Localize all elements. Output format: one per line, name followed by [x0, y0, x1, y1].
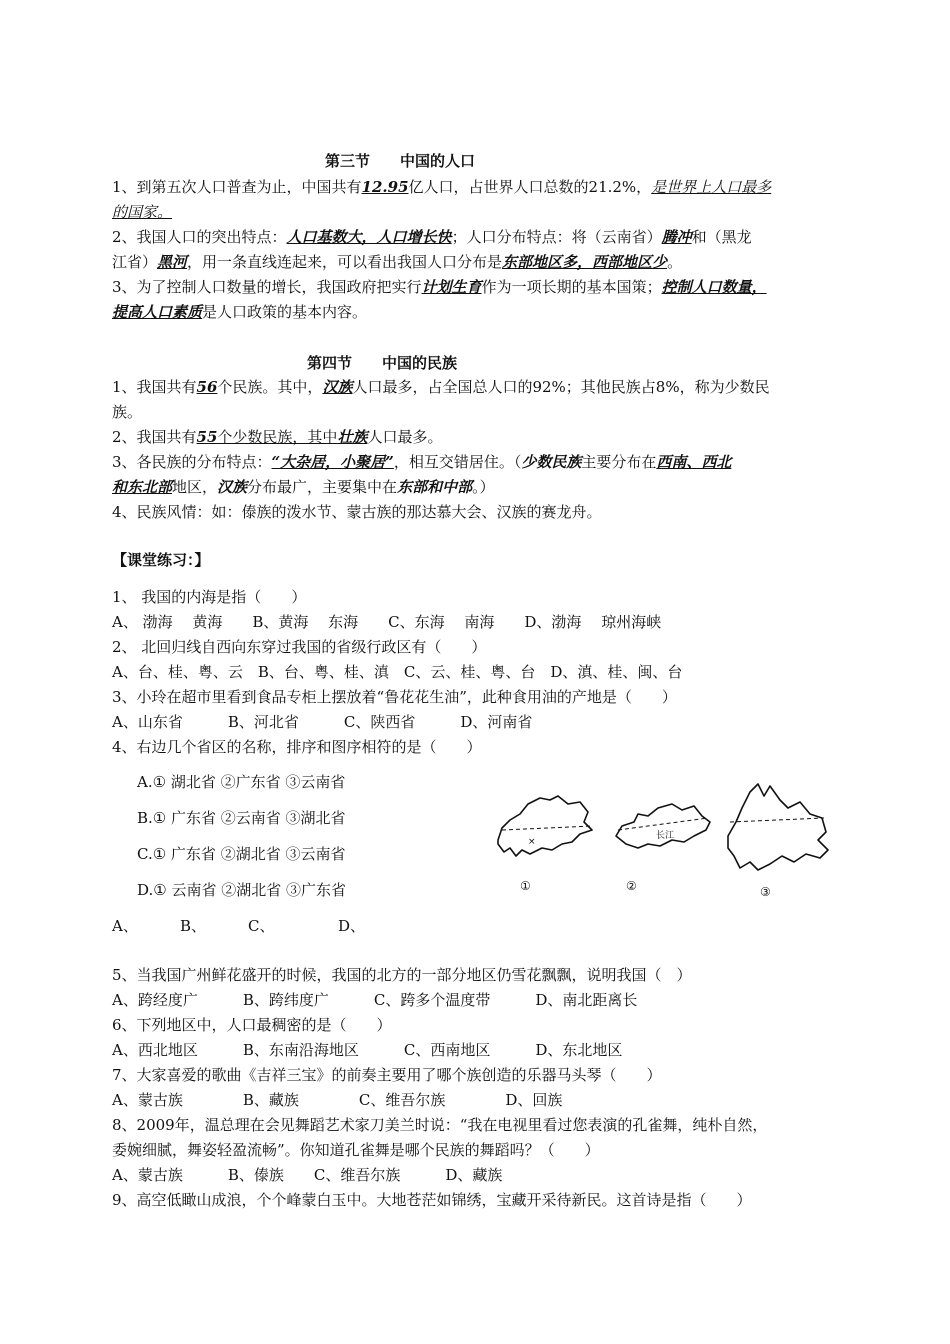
map-1-outline	[498, 796, 592, 856]
s4-p1	[112, 377, 770, 397]
answer: “大杂居，小聚居”	[271, 453, 394, 471]
s3-p1-cont	[112, 202, 172, 222]
text: ；人口分布特点：将（云南省）	[451, 228, 662, 246]
q5: 5、当我国广州鲜花盛开的时候，我国的北方的一部分地区仍雪花飘飘，说明我国（ ）	[112, 966, 692, 984]
answer-b: B、	[180, 917, 207, 935]
q4-option-c: C.① 广东省 ②湖北省 ③云南省	[137, 845, 346, 863]
text: ，相互交错居住。（	[393, 453, 522, 471]
text: 个民族。其中，	[217, 378, 323, 396]
q1-options: A、 渤海 黄海 B、黄海 东海 C、东海 南海 D、渤海 琼州海峡	[112, 613, 662, 631]
map-3-number: ③	[760, 885, 771, 899]
text: 3、为了控制人口数量的增长，我国政府把实行	[112, 278, 422, 296]
q9: 9、高空低瞰山成浪，个个峰蒙白玉中。大地苍茫如锦绣，宝藏开采待新民。这首诗是指（ ）	[112, 1191, 752, 1209]
answer: 少数民族	[521, 453, 582, 471]
answer: 提高人口素质	[112, 303, 203, 321]
q1: 1、 我国的内海是指（ ）	[112, 588, 307, 606]
text: 3、各民族的分布特点：	[112, 453, 272, 471]
q4-answer-row	[112, 916, 365, 936]
answer-d: D、	[338, 917, 366, 935]
answer: 汉族	[322, 378, 353, 396]
q2-options: A、台、桂、粤、云 B、台、粤、桂、滇 C、云、桂、粤、台 D、滇、桂、闽、台	[112, 663, 683, 681]
q8-cont: 委婉细腻，舞姿轻盈流畅”。你知道孔雀舞是哪个民族的舞蹈吗？（ ）	[112, 1141, 600, 1159]
text: 江省）	[112, 253, 158, 271]
answer-c: C、	[248, 917, 275, 935]
q8: 8、2009年，温总理在会见舞蹈艺术家刀美兰时说：“我在电视里看过您表演的孔雀舞，纯朴自然，	[112, 1116, 768, 1134]
s4-p3	[112, 452, 731, 472]
answer: 汉族	[217, 478, 248, 496]
map-1-mark: ×	[528, 837, 536, 847]
text: ，用一条直线连起来，可以看出我国人口分布是	[187, 253, 503, 271]
s3-p3	[112, 277, 767, 297]
answer: 西南、西北	[656, 453, 732, 471]
answer: 是世界上人口最多	[651, 178, 772, 196]
text: 2、我国共有	[112, 428, 197, 446]
answer: 黑河	[157, 253, 188, 271]
answer: 的国家。	[112, 203, 173, 221]
answer: 人口基数大，人口增长快	[286, 228, 452, 246]
answer: 腾冲	[661, 228, 692, 246]
s3-p2	[112, 227, 752, 247]
text: 亿人口，占世界人口总数的21.2%，	[408, 178, 652, 196]
text: 作为一项长期的基本国策；	[481, 278, 662, 296]
q2: 2、 北回归线自西向东穿过我国的省级行政区有（ ）	[112, 638, 487, 656]
answer: 55	[196, 428, 218, 446]
s4-p4: 4、民族风情：如：傣族的泼水节、蒙古族的那达慕大会、汉族的赛龙舟。	[112, 503, 602, 521]
text: 2、我国人口的突出特点：	[112, 228, 287, 246]
q4-option-a: A.① 湖北省 ②广东省 ③云南省	[137, 773, 346, 791]
map-2-number: ②	[626, 879, 637, 893]
q3: 3、小玲在超市里看到食品专柜上摆放着“鲁花花生油”，此种食用油的产地是（ ）	[112, 688, 677, 706]
s4-p2	[112, 427, 442, 447]
s3-p2-cont	[112, 252, 682, 272]
text: 分布最广，主要集中在	[247, 478, 398, 496]
s3-p1	[112, 177, 771, 197]
q4-option-d: D.① 云南省 ②湖北省 ③广东省	[137, 881, 347, 899]
text: 族。	[112, 403, 143, 421]
q5-options: A、跨经度广 B、跨纬度广 C、跨多个温度带 D、南北距离长	[112, 991, 638, 1009]
map-3-outline	[728, 784, 828, 870]
text: 。）	[472, 478, 495, 496]
text: 和（黑龙	[691, 228, 752, 246]
text: 主要分布在	[581, 453, 657, 471]
text: 是人口政策的基本内容。	[202, 303, 368, 321]
q7: 7、大家喜爱的歌曲《吉祥三宝》的前奏主要用了哪个族创造的乐器马头琴（ ）	[112, 1066, 662, 1084]
s4-p3-cont	[112, 477, 495, 497]
text: 个少数民族，其中	[217, 428, 338, 446]
section4-title: 第四节 中国的民族	[307, 354, 458, 372]
s3-p3-cont	[112, 302, 367, 322]
map-2-river-label: 长江	[656, 831, 675, 841]
map-2-outline	[616, 804, 710, 848]
q4-option-b: B.① 广东省 ②云南省 ③湖北省	[137, 809, 346, 827]
answer: 东部和中部	[397, 478, 473, 496]
answer-a: A、	[112, 917, 138, 935]
q7-options: A、蒙古族 B、藏族 C、维吾尔族 D、回族	[112, 1091, 563, 1109]
q6-options: A、西北地区 B、东南沿海地区 C、西南地区 D、东北地区	[112, 1041, 623, 1059]
province-maps-image	[488, 778, 838, 903]
q6: 6、下列地区中，人口最稠密的是（ ）	[112, 1016, 392, 1034]
answer: 12.95	[361, 178, 409, 196]
answer: 计划生育	[421, 278, 482, 296]
text: 。	[667, 253, 683, 271]
answer: 和东北部	[112, 478, 173, 496]
answer: 东部地区多，西部地区少	[502, 253, 668, 271]
text: 地区，	[172, 478, 218, 496]
text: 1、到第五次人口普查为止，中国共有	[112, 178, 362, 196]
practice-header: 【课堂练习：】	[112, 551, 210, 569]
text: 人口最多，占全国总人口的92%；其他民族占8%，称为少数民	[352, 378, 770, 396]
answer: 56	[196, 378, 218, 396]
answer: 控制人口数量，	[661, 278, 767, 296]
answer: 壮族	[337, 428, 368, 446]
s4-p1-cont	[112, 402, 142, 422]
q4: 4、右边几个省区的名称，排序和图序相符的是（ ）	[112, 738, 482, 756]
q8-options: A、蒙古族 B、傣族 C、维吾尔族 D、藏族	[112, 1166, 503, 1184]
section3-title: 第三节 中国的人口	[325, 152, 476, 170]
text: 人口最多。	[367, 428, 443, 446]
map-1-number: ①	[520, 879, 531, 893]
text: 1、我国共有	[112, 378, 197, 396]
q3-options: A、山东省 B、河北省 C、陕西省 D、河南省	[112, 713, 533, 731]
